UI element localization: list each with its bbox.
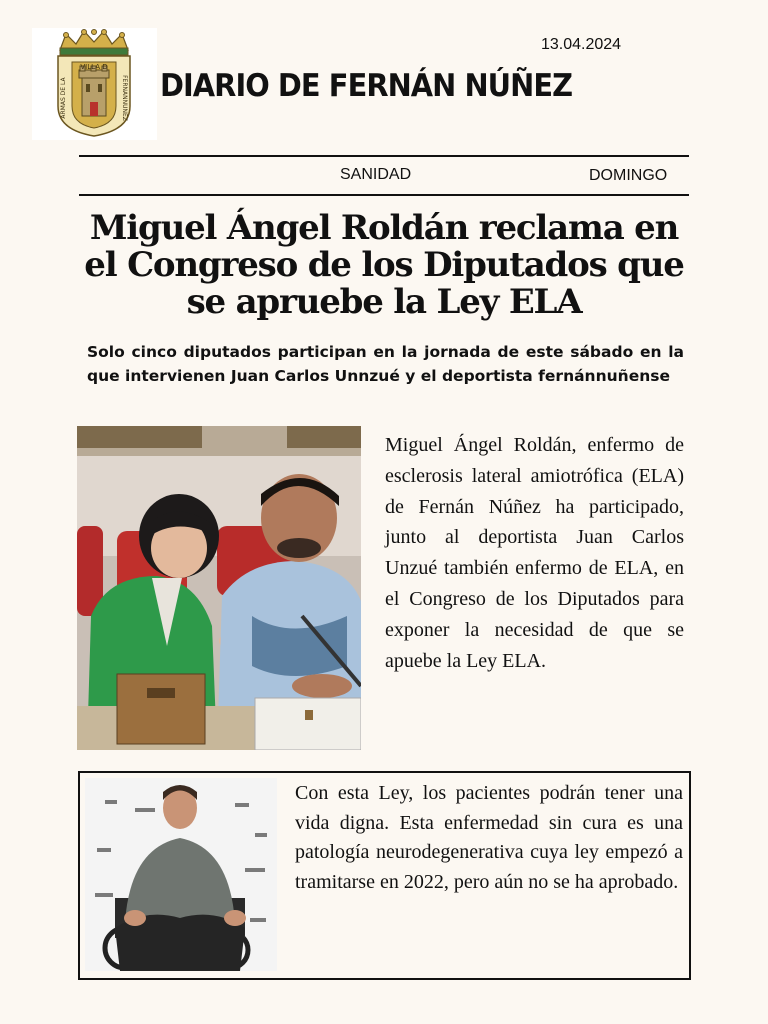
section-label: SANIDAD [340,166,412,183]
article-headline: Miguel Ángel Roldán reclama en el Congreso de los Diputados que se apruebe la Ley ELA [84,208,684,322]
crest-right-text: FERNANNUNEZ [121,75,128,121]
municipal-crest-logo [32,28,157,140]
crest-left-text: ARMAS DE LA [60,77,67,119]
issue-date: 13.04.2024 [541,36,622,53]
publication-title: DIARIO DE FERNÁN NÚÑEZ [160,68,573,104]
article-body-paragraph-1: Miguel Ángel Roldán, enfermo de esclerosis lateral amiotrófica (ELA) de Fernán Núñez ha participado, junto al deportista Juan Carlos Unzué también enfermo de ELA, en el Congreso de los Diputados para exponer la necesidad de que se apuebe la Ley ELA. [385,434,684,672]
crest-top-text: VILLA D [80,63,108,71]
article-subheadline: Solo cinco diputados participan en la jornada de este sábado en la que intervienen Juan Carlos Unnzué y el deportista fernánnuñense [87,343,684,385]
day-label: DOMINGO [589,167,668,184]
bottom-rule-divider [79,194,689,196]
unzue-photo [85,778,277,971]
top-rule-divider [79,155,689,157]
article-body-paragraph-2: Con esta Ley, los pacientes podrán tener una vida digna. Esta enfermedad sin cura es una patología neurodegenerativa cuya ley empezó a tramitarse en 2022, pero aún no se ha aprobado. [295,782,683,893]
congress-photo [77,426,361,750]
